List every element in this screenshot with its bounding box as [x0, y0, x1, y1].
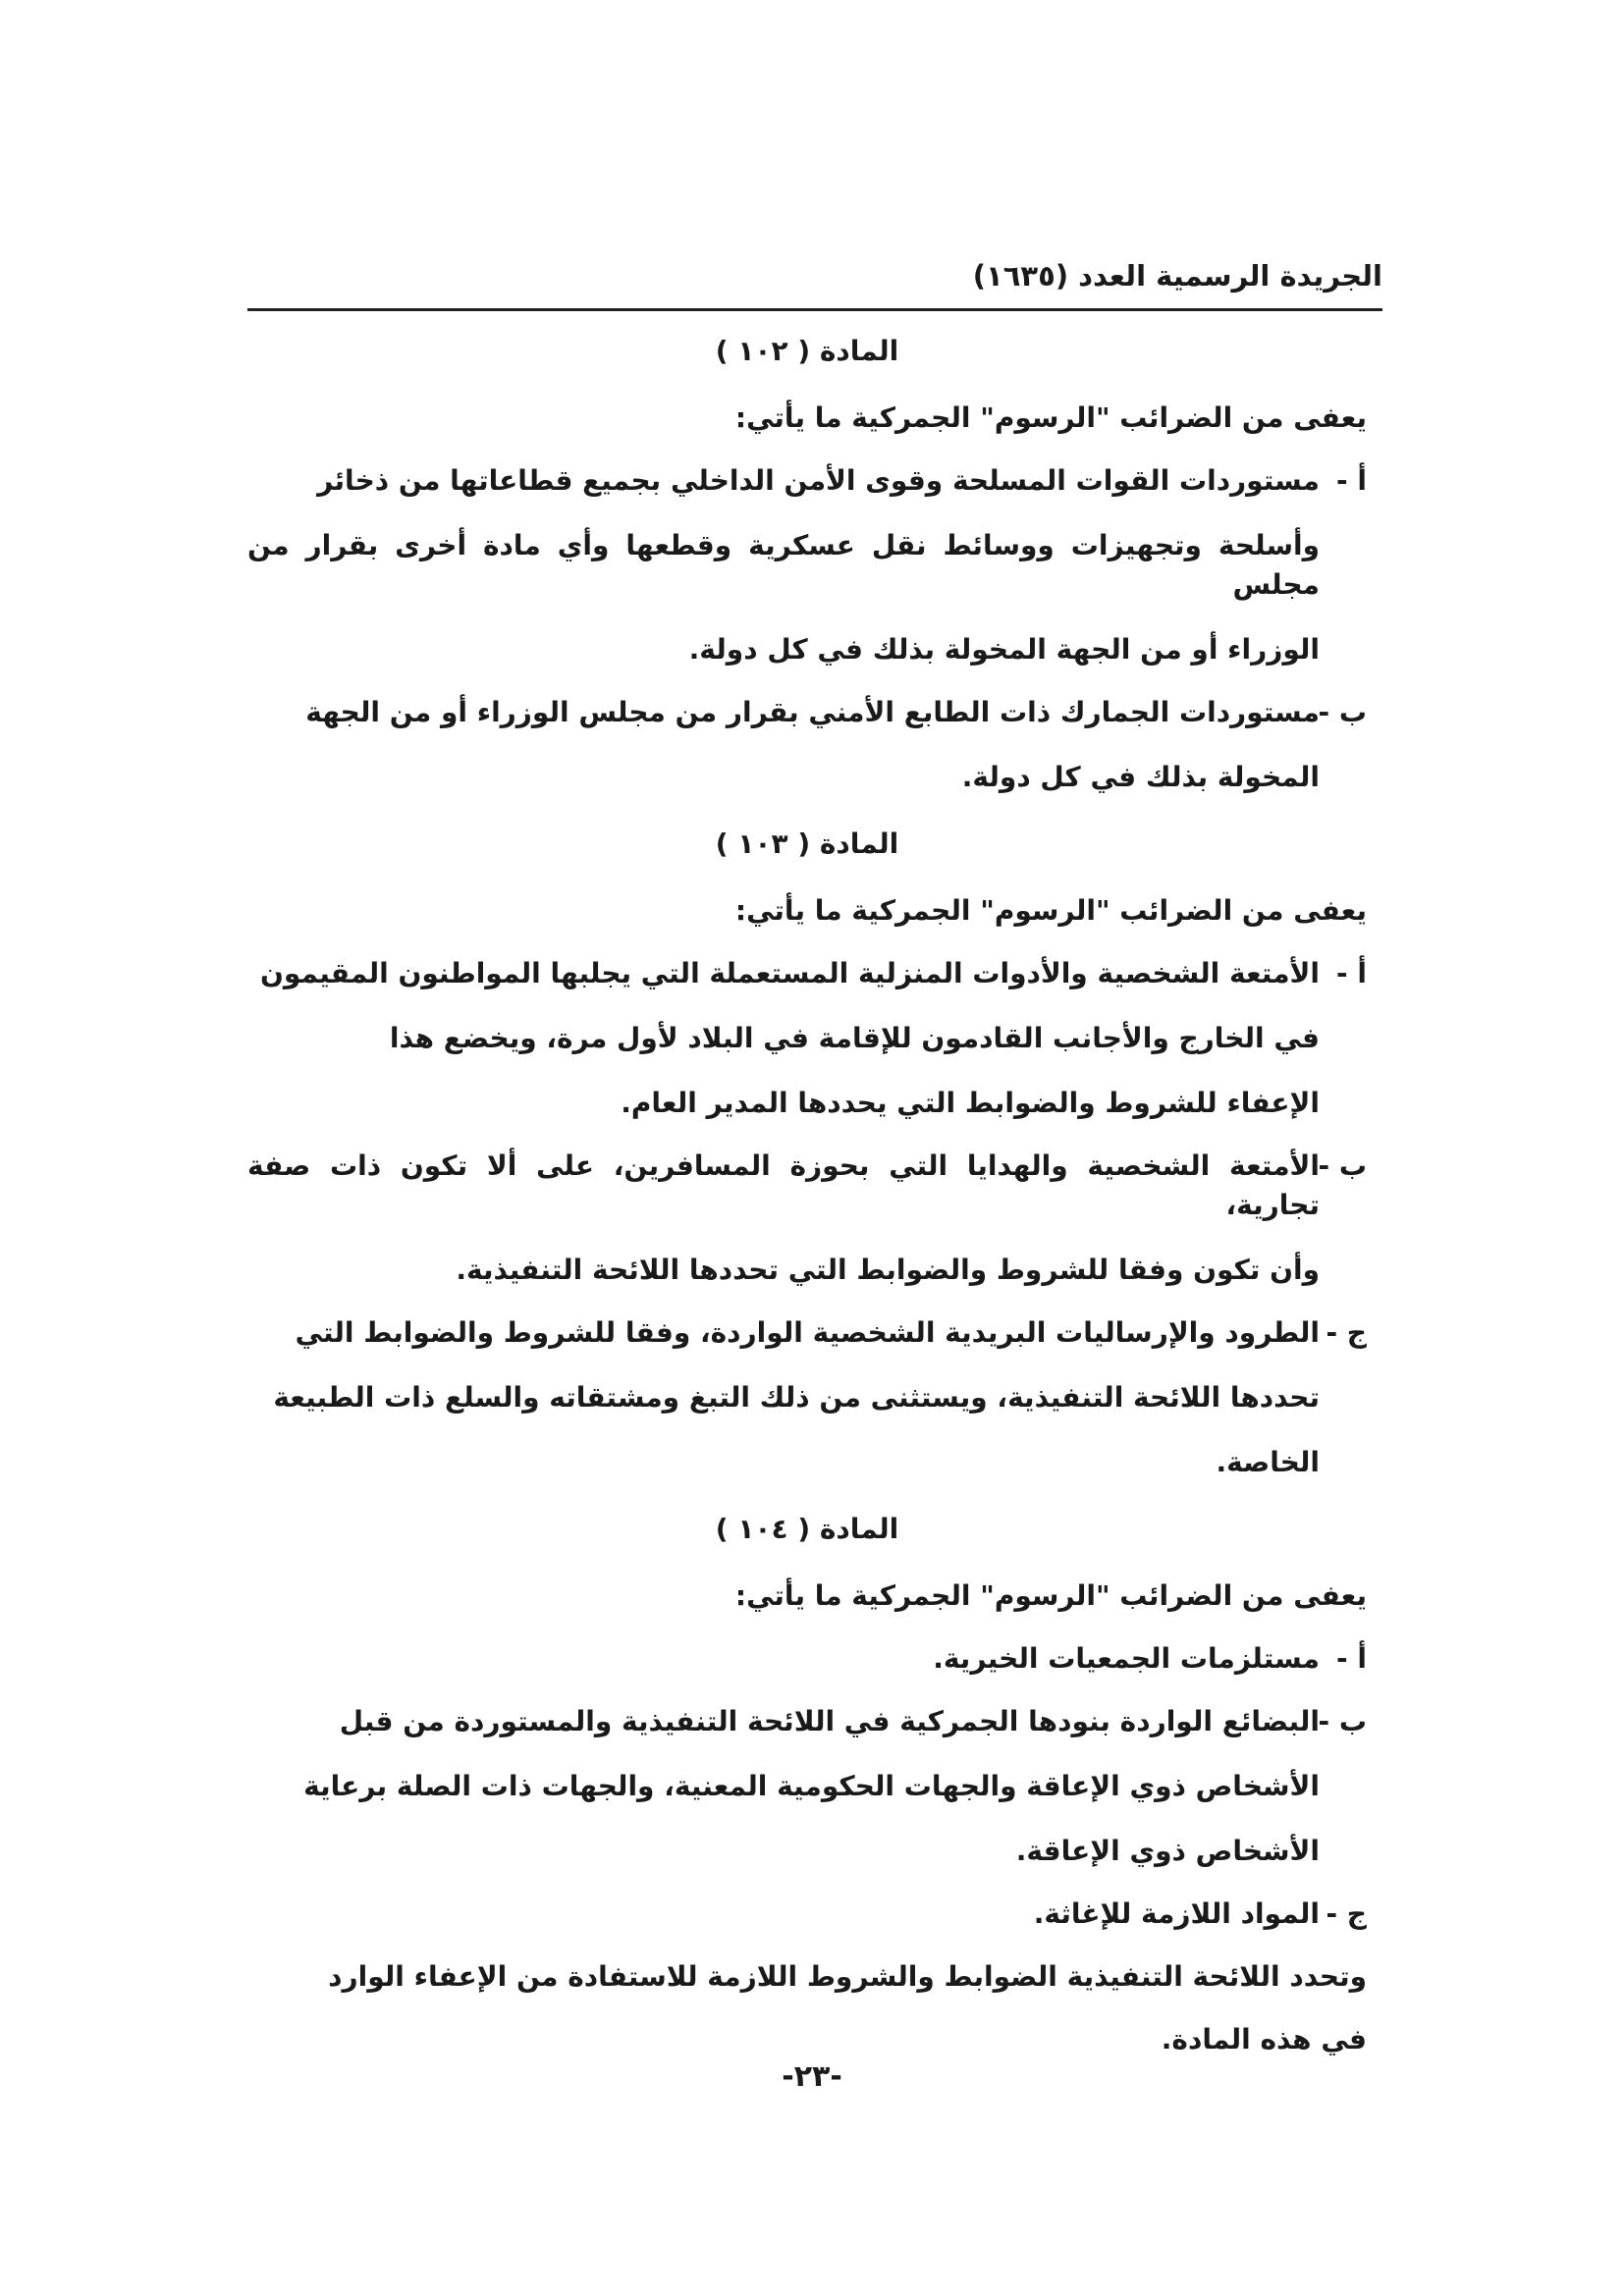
item-text	[247, 1895, 1320, 1934]
item-marker: أ -	[1336, 464, 1367, 497]
item-line: الخاصة.	[1216, 1446, 1320, 1478]
item-marker: أ -	[1336, 1642, 1367, 1675]
item-line: الأشخاص ذوي الإعاقة والجهات الحكومية المعنية، والجهات ذات الصلة برعاية	[303, 1770, 1320, 1802]
item-marker: ب -	[1318, 696, 1367, 728]
item-line: الأمتعة الشخصية والأدوات المنزلية المستعملة التي يجلبها المواطنون المقيمون	[260, 957, 1320, 989]
item-marker: ب -	[1318, 1705, 1367, 1737]
item-line: تحددها اللائحة التنفيذية، ويستثنى من ذلك التبغ ومشتقاته والسلع ذات الطبيعة	[273, 1381, 1320, 1414]
item-line: مستوردات القوات المسلحة وقوى الأمن الداخلي بجميع قطاعاتها من ذخائر	[317, 464, 1320, 497]
item-line: مستلزمات الجمعيات الخيرية.	[933, 1642, 1320, 1675]
item-line: البضائع الواردة بنودها الجمركية في اللائحة التنفيذية والمستوردة من قبل	[339, 1705, 1320, 1737]
item-line: المواد اللازمة للإغاثة.	[1033, 1897, 1320, 1930]
item-line: وأسلحة وتجهيزات ووسائط نقل عسكرية وقطعها وأي مادة أخرى بقرار من مجلس	[247, 529, 1320, 601]
article-title: المادة ( ١٠٢ )	[715, 335, 899, 367]
closing-line: وتحدد اللائحة التنفيذية الضوابط والشروط اللازمة للاستفادة من الإعفاء الوارد	[328, 1960, 1367, 1993]
item-line: المخولة بذلك في كل دولة.	[961, 761, 1320, 793]
article-intro: يعفى من الضرائب "الرسوم" الجمركية ما يأتي:	[734, 401, 1367, 434]
item-line: مستوردات الجمارك ذات الطابع الأمني بقرار من مجلس الوزراء أو من الجهة	[305, 696, 1320, 728]
gazette-title: الجريدة الرسمية العدد (١٦٣٥)	[972, 259, 1382, 293]
list-item	[247, 681, 1367, 809]
item-line: الطرود والإرساليات البريدية الشخصية الواردة، وفقا للشروط والضوابط التي	[295, 1316, 1320, 1349]
list-item	[247, 1628, 1367, 1690]
item-text	[247, 1639, 1320, 1679]
document-body	[247, 316, 1367, 2071]
item-line: الأشخاص ذوي الإعاقة.	[1015, 1835, 1320, 1867]
list-item	[247, 1883, 1367, 1946]
item-text	[247, 1702, 1320, 1871]
article-102	[247, 316, 1367, 809]
article-intro: يعفى من الضرائب "الرسوم" الجمركية ما يأتي:	[734, 1579, 1367, 1612]
item-line: في الخارج والأجانب القادمون للإقامة في البلاد لأول مرة، ويخضع هذا	[389, 1022, 1320, 1054]
list-item	[247, 942, 1367, 1135]
item-line: الإعفاء للشروط والضوابط التي يحددها المدير العام.	[621, 1087, 1320, 1119]
article-title: المادة ( ١٠٤ )	[715, 1513, 899, 1545]
item-text	[247, 461, 1320, 669]
item-line: الأمتعة الشخصية والهدايا التي بحوزة المسافرين، على ألا تكون ذات صفة تجارية،	[247, 1149, 1320, 1221]
page-header	[247, 257, 1382, 311]
closing-line: في هذه المادة.	[1161, 2023, 1367, 2056]
list-item	[247, 450, 1367, 681]
article-103	[247, 809, 1367, 1494]
list-item	[247, 1302, 1367, 1494]
article-title: المادة ( ١٠٣ )	[715, 828, 899, 860]
item-line: وأن تكون وفقا للشروط والضوابط التي تحددها اللائحة التنفيذية.	[456, 1254, 1320, 1286]
page-number: -٢٣-	[782, 2059, 842, 2094]
item-marker: ب -	[1318, 1149, 1367, 1182]
article-intro: يعفى من الضرائب "الرسوم" الجمركية ما يأتي:	[734, 894, 1367, 927]
item-marker: أ -	[1336, 957, 1367, 989]
list-item	[247, 1135, 1367, 1302]
item-text	[247, 954, 1320, 1123]
item-text	[247, 693, 1320, 797]
item-line: الوزراء أو من الجهة المخولة بذلك في كل دولة.	[688, 633, 1320, 666]
item-marker: ج -	[1326, 1897, 1367, 1930]
article-104	[247, 1494, 1367, 2071]
item-marker: ج -	[1326, 1316, 1367, 1349]
list-item	[247, 1690, 1367, 1883]
item-text	[247, 1147, 1320, 1290]
item-text	[247, 1313, 1320, 1482]
